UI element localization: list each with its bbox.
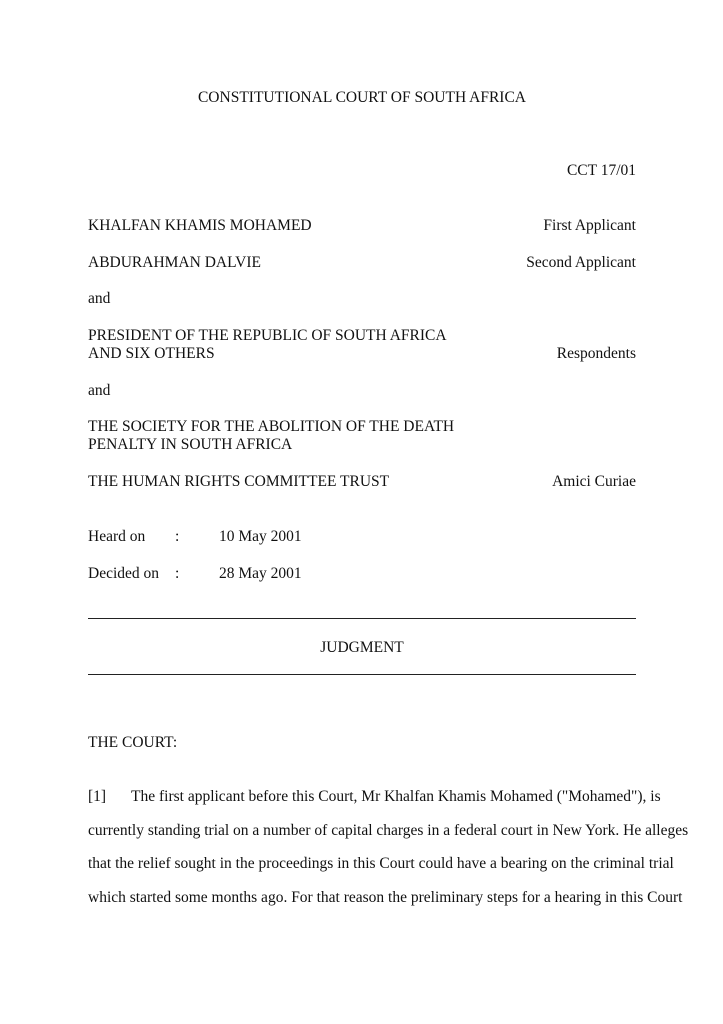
conjunction-and: and bbox=[88, 290, 111, 307]
first-applicant-name: KHALFAN KHAMIS MOHAMED bbox=[88, 217, 312, 234]
court-name-heading: CONSTITUTIONAL COURT OF SOUTH AFRICA bbox=[197, 89, 527, 106]
amicus-society-line1: THE SOCIETY FOR THE ABOLITION OF THE DEATH bbox=[88, 418, 455, 435]
decided-on-label: Decided on bbox=[88, 565, 160, 582]
decided-on-date: 28 May 2001 bbox=[219, 565, 302, 582]
divider-top bbox=[88, 618, 636, 619]
respondents-name-line2: AND SIX OTHERS bbox=[88, 345, 215, 362]
respondents-role: Respondents bbox=[556, 345, 636, 362]
amicus-society-line2: PENALTY IN SOUTH AFRICA bbox=[88, 436, 293, 453]
court-intro: THE COURT: bbox=[88, 734, 178, 751]
second-applicant-role: Second Applicant bbox=[526, 254, 636, 271]
paragraph-line: which started some months ago. For that reason the preliminary steps for a hearing in this Court bbox=[88, 889, 683, 906]
paragraph-line: that the relief sought in the proceedings in this Court could have a bearing on the criminal trial bbox=[88, 855, 674, 872]
judgment-heading: JUDGMENT bbox=[320, 639, 404, 656]
paragraph-line: The first applicant before this Court, Mr Khalfan Khamis Mohamed ("Mohamed"), is bbox=[131, 788, 661, 805]
second-applicant-name: ABDURAHMAN DALVIE bbox=[88, 254, 261, 271]
decided-on-separator: : bbox=[175, 565, 180, 582]
first-applicant-role: First Applicant bbox=[543, 217, 636, 234]
heard-on-separator: : bbox=[175, 528, 180, 545]
paragraph-line: currently standing trial on a number of capital charges in a federal court in New York. He alleges bbox=[88, 822, 689, 839]
heard-on-label: Heard on bbox=[88, 528, 146, 545]
amici-curiae-role: Amici Curiae bbox=[552, 473, 636, 490]
heard-on-date: 10 May 2001 bbox=[219, 528, 302, 545]
conjunction-and: and bbox=[88, 382, 111, 399]
respondents-name-line1: PRESIDENT OF THE REPUBLIC OF SOUTH AFRICA bbox=[88, 327, 447, 344]
paragraph-number: [1] bbox=[88, 788, 107, 805]
case-number: CCT 17/01 bbox=[566, 162, 636, 179]
amicus-trust-name: THE HUMAN RIGHTS COMMITTEE TRUST bbox=[88, 473, 390, 490]
divider-bottom bbox=[88, 674, 636, 675]
